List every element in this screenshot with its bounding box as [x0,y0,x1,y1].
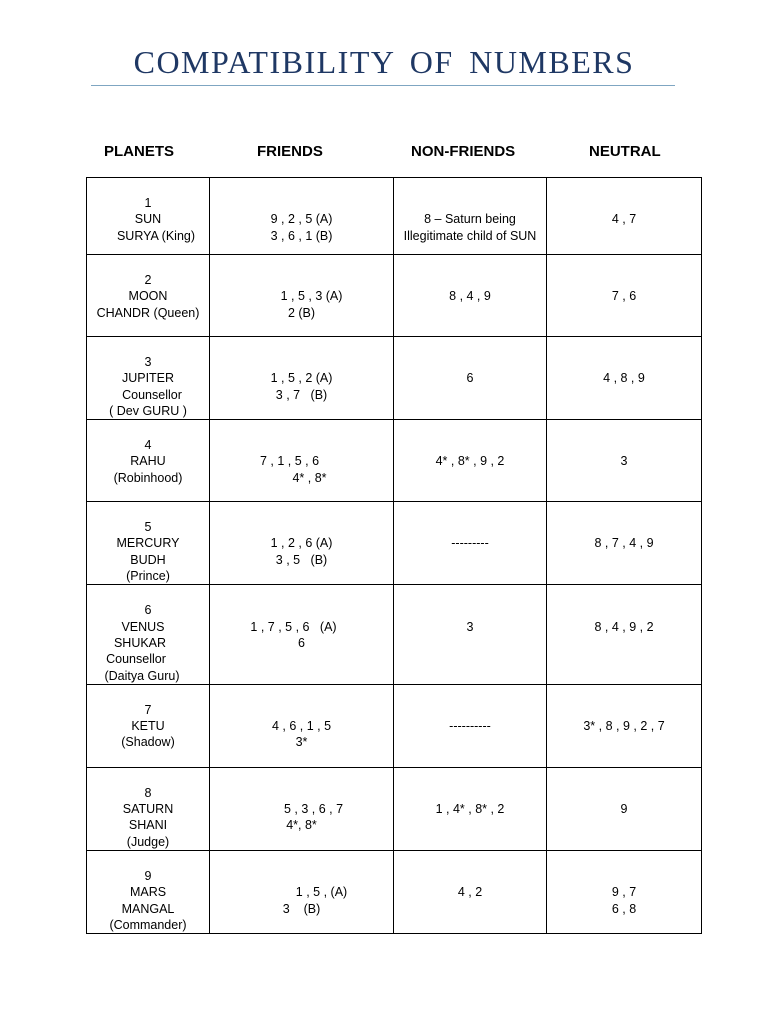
cell-line: 3 (B) [282,901,321,916]
cell-line: ( Dev GURU ) [109,403,187,418]
cell-line: RAHU [130,454,166,469]
table-row [87,420,702,502]
title-underline [91,85,675,86]
cell-line: 3 [620,454,628,469]
cell-line: 2 [144,273,152,287]
cell-line: JUPITER [121,371,175,386]
neutral-cell [547,851,702,934]
cell-line: ---------- [449,719,491,734]
cell-line: MANGAL [121,901,175,916]
friends-cell [210,502,394,585]
cell-line: 8 , 7 , 4 , 9 [594,536,654,551]
planet-cell [87,684,210,767]
planet-cell [87,255,210,337]
neutral-cell [547,767,702,850]
planet-cell [87,502,210,585]
friends-cell [210,420,394,502]
cell-line: 3 [466,619,474,634]
non-friends-cell [394,851,547,934]
planet-cell [87,420,210,502]
neutral-cell [547,684,702,767]
friends-cell [210,178,394,255]
cell-line: 6 [298,635,305,650]
cell-line: 4* , 8* , 9 , 2 [435,454,505,469]
neutral-cell [547,585,702,684]
planet-cell [87,585,210,684]
column-headers [0,143,768,163]
cell-line: 4 , 8 , 9 [603,371,645,386]
cell-line: 1 , 2 , 6 (A) [270,536,333,551]
cell-line: 1 , 5 , (A) [295,885,348,900]
friends-cell [210,684,394,767]
cell-line: 1 , 5 , 2 (A) [270,371,333,386]
cell-line: CHANDR (Queen) [96,305,200,320]
cell-line: 9 , 2 , 5 (A) [270,212,333,227]
neutral-cell [547,337,702,420]
non-friends-cell [394,178,547,255]
friends-cell [210,255,394,337]
cell-line: 7 [144,702,152,717]
cell-line: MARS [129,885,167,900]
cell-line: 8 , 4 , 9 [449,289,491,304]
planet-cell [87,178,210,255]
cell-line: (Judge) [126,834,170,849]
non-friends-cell [394,684,547,767]
table-row [87,585,702,684]
cell-line: Illegitimate child of SUN [403,228,537,243]
header-non-friends: NON-FRIENDS [411,143,516,160]
friends-cell [210,851,394,934]
cell-line: 2 (B) [287,305,316,320]
cell-line: 3 , 5 (B) [275,552,328,567]
friends-cell [210,585,394,684]
cell-line: 3* [295,735,308,750]
non-friends-cell [394,255,547,337]
table-row [87,178,702,255]
compatibility-table [86,177,702,934]
cell-line: SHUKAR [113,635,167,650]
neutral-cell [547,502,702,585]
cell-line: 4 , 2 [457,885,483,900]
non-friends-cell [394,502,547,585]
table-row [87,767,702,850]
cell-line: 9 , 7 [611,885,637,900]
cell-line: BUDH [130,552,166,567]
table-row [87,684,702,767]
cell-line: 1 , 5 , 3 (A) [280,289,343,304]
friends-cell [210,337,394,420]
cell-line: 3 , 7 (B) [275,387,328,402]
cell-line: 1 , 4* , 8* , 2 [435,802,505,817]
cell-line: 4 , 7 [611,212,637,227]
planet-cell [87,851,210,934]
header-planets: PLANETS [104,143,175,160]
cell-line: Counsellor [122,387,182,402]
cell-line: 5 , 3 , 6 , 7 [283,802,344,817]
planet-cell [87,337,210,420]
cell-line: SUN [134,212,162,227]
cell-line: (Shadow) [121,735,175,750]
cell-line: (Daitya Guru) [104,668,180,683]
table-row [87,851,702,934]
non-friends-cell [394,337,547,420]
cell-line: 4 , 6 , 1 , 5 [271,719,332,734]
cell-line: Counsellor [106,652,166,667]
cell-line: --------- [451,536,489,551]
friends-cell [210,767,394,850]
neutral-cell [547,178,702,255]
table-row [87,255,702,337]
cell-line: 8 – Saturn being [424,212,516,227]
cell-line: (Robinhood) [113,470,183,485]
cell-line: 9 [620,802,628,817]
non-friends-cell [394,420,547,502]
cell-line: 4 [144,438,152,453]
cell-line: 4* , 8* [292,470,327,485]
cell-line: 8 , 4 , 9 , 2 [594,619,654,634]
cell-line: SURYA (King) [116,228,196,243]
cell-line: 6 [144,603,152,618]
neutral-cell [547,255,702,337]
table-row [87,502,702,585]
cell-line: 3 [144,355,152,369]
non-friends-cell [394,585,547,684]
header-friends: FRIENDS [257,143,323,160]
neutral-cell [547,420,702,502]
table-row [87,337,702,420]
cell-line: 7 , 1 , 5 , 6 [259,454,320,469]
cell-line: VENUS [121,619,165,634]
cell-line: 9 [144,869,152,884]
cell-line: MOON [128,289,168,304]
cell-line: 3* , 8 , 9 , 2 , 7 [583,719,665,734]
cell-line: 8 [144,785,152,800]
planet-cell [87,767,210,850]
cell-line: 6 , 8 [611,901,637,916]
cell-line: 6 [466,371,474,386]
cell-line: 7 , 6 [611,289,637,304]
cell-line: SHANI [128,818,168,833]
cell-line: (Prince) [126,569,170,584]
cell-line: 5 [144,520,152,535]
page-title: COMPATIBILITY OF NUMBERS [133,44,635,80]
cell-line: SATURN [122,802,174,817]
cell-line: MERCURY [116,536,180,551]
cell-line: 1 [144,196,152,210]
header-neutral: NEUTRAL [589,143,661,160]
non-friends-cell [394,767,547,850]
cell-line: 3 , 6 , 1 (B) [270,228,333,243]
cell-line: KETU [131,719,165,734]
cell-line: (Commander) [109,917,187,932]
cell-line: 4*, 8* [286,818,317,833]
cell-line: 1 , 7 , 5 , 6 (A) [250,619,337,634]
